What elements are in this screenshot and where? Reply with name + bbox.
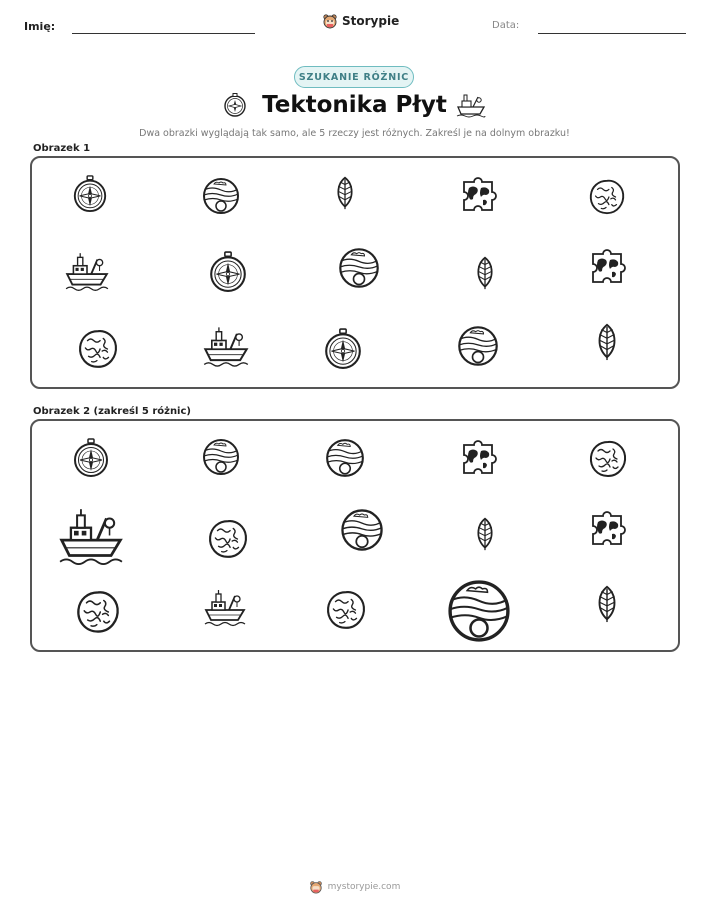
brain-coral-icon[interactable] xyxy=(588,439,628,479)
compass-icon xyxy=(71,175,109,213)
instructions: Dwa obrazki wyglądają tak samo, ale 5 rzeczy jest różnych. Zakreśl je na dolnym obrazku! xyxy=(139,128,570,139)
ship-icon xyxy=(64,249,110,295)
world-puzzle-icon[interactable] xyxy=(459,439,499,479)
footer-url: mystorypie.com xyxy=(327,882,401,892)
earth-layers-icon xyxy=(456,324,500,368)
picture1-panel xyxy=(30,156,680,389)
storypie-mascot-icon xyxy=(322,13,338,29)
leaf-icon xyxy=(588,323,626,361)
brain-coral-icon[interactable] xyxy=(325,589,367,631)
earth-layers-icon[interactable] xyxy=(324,437,366,479)
earth-layers-icon[interactable] xyxy=(445,577,513,645)
leaf-icon[interactable] xyxy=(588,585,626,623)
picture2-label: Obrazek 2 (zakreśl 5 różnic) xyxy=(33,406,191,417)
ship-icon xyxy=(456,92,486,118)
leaf-icon[interactable] xyxy=(468,517,502,551)
earth-layers-icon xyxy=(337,246,381,290)
name-line[interactable] xyxy=(72,33,255,34)
brand-name: Storypie xyxy=(342,14,400,28)
date-line[interactable] xyxy=(538,33,686,34)
brain-coral-icon[interactable] xyxy=(75,589,121,635)
page-title: Tektonika Płyt xyxy=(262,92,447,118)
brand-logo xyxy=(322,13,399,29)
world-puzzle-icon[interactable] xyxy=(588,510,628,550)
compass-icon[interactable] xyxy=(71,438,111,478)
storypie-mascot-icon xyxy=(309,880,323,894)
name-label: Imię: xyxy=(24,20,56,33)
ship-icon xyxy=(202,323,250,371)
activity-badge: SZUKANIE RÓŻNIC xyxy=(294,66,414,88)
brain-coral-icon xyxy=(77,328,119,370)
world-puzzle-icon xyxy=(588,248,628,288)
earth-layers-icon xyxy=(201,176,241,216)
picture2-panel[interactable] xyxy=(30,419,680,652)
leaf-icon xyxy=(328,176,362,210)
ship-icon[interactable] xyxy=(57,503,125,571)
earth-layers-icon[interactable] xyxy=(339,507,385,553)
earth-layers-icon[interactable] xyxy=(201,437,241,477)
ship-icon[interactable] xyxy=(203,586,247,630)
picture1-label: Obrazek 1 xyxy=(33,143,91,154)
date-label: Data: xyxy=(492,20,520,31)
brain-coral-icon[interactable] xyxy=(207,518,249,560)
world-puzzle-icon xyxy=(459,176,499,216)
leaf-icon xyxy=(468,256,502,290)
compass-icon xyxy=(322,328,364,370)
footer xyxy=(0,880,709,894)
compass-icon xyxy=(207,251,249,293)
brain-coral-icon xyxy=(588,178,626,216)
